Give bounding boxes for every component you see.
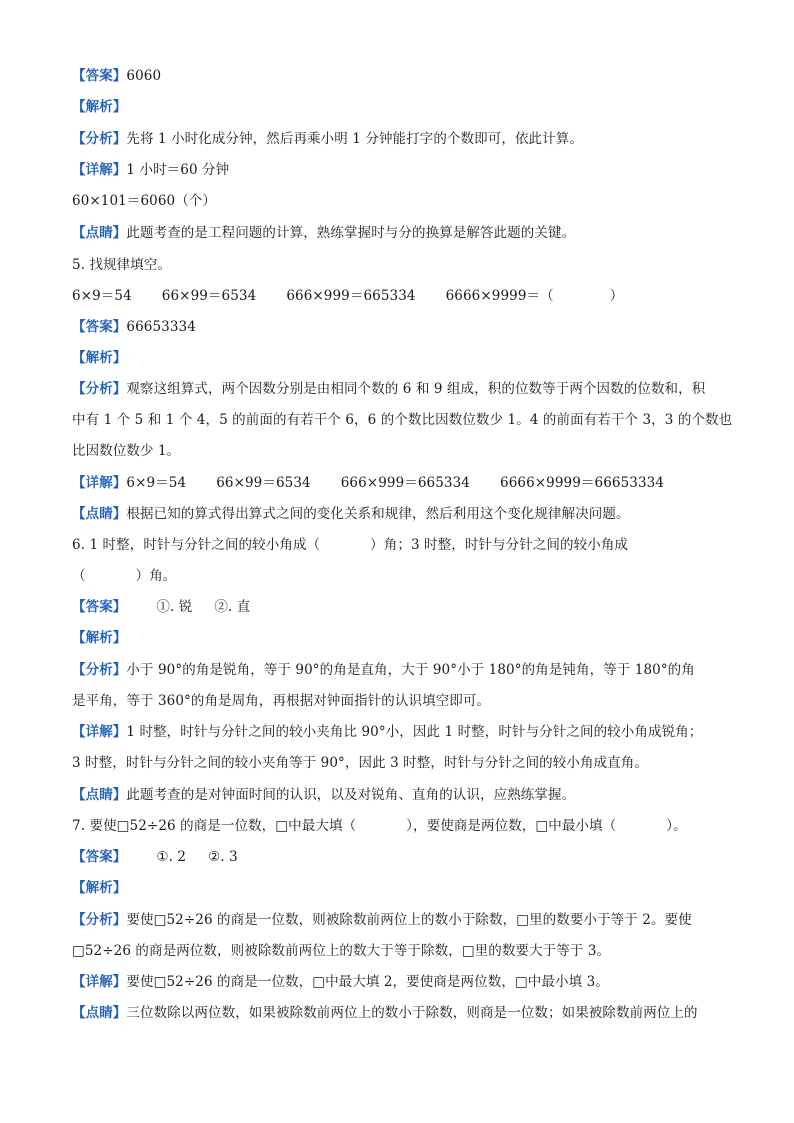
- q7-dianjing: 三位数除以两位数，如果被除数前两位上的数小于除数，则商是一位数；如果被除数前两位上的: [126, 1005, 698, 1021]
- q6-title-2: （: [72, 568, 86, 584]
- q6-answer-line: [72, 597, 250, 617]
- q5-fenxi-line-2: 中有 1 个 5 和 1 个 4，5 的前面的有若干个 6，6 的个数比因数位数少 1。4 的前面有若干个 3，3 的个数也: [72, 412, 733, 428]
- q5-xiangjie-line: [72, 473, 664, 493]
- q7-answer-1: ①. 2: [156, 849, 187, 865]
- q5-eq4-close: ）: [609, 288, 624, 304]
- dianjing-label: 【点睛】: [72, 1005, 127, 1021]
- analysis-label: 解析: [85, 99, 113, 115]
- answer-label: 【答案】: [72, 599, 127, 615]
- q6-xj-1: 1 时整，时针与分针之间的较小夹角比 90°小，因此 1 时整，时针与分针之间的较小角成锐角；: [126, 724, 703, 740]
- q6-title-1b: ）角；3 时整，时针与分针之间的较小角成: [370, 537, 629, 553]
- q7-title-1: 7. 要使□52÷26 的商是一位数，□中最大填（: [72, 818, 357, 834]
- q5-eq4: 6666×9999＝（: [445, 288, 554, 304]
- q7-analysis-heading: 【解析】: [72, 880, 127, 896]
- q4-answer-line: [72, 66, 161, 86]
- q7-dianjing-line: [72, 1003, 698, 1023]
- xiangjie-label: 【详解】: [72, 162, 127, 178]
- q6-title-1: 6. 1 时整，时针与分针之间的较小角成（: [72, 537, 321, 553]
- q6-dianjing: 此题考查的是对钟面时间的认识，以及对锐角、直角的认识，应熟练掌握。: [126, 787, 576, 803]
- fenxi-label: 【分析】: [72, 662, 127, 678]
- q5-equations: [72, 286, 623, 306]
- q6-fenxi-line-2: 是平角，等于 360°的角是周角，再根据对钟面指针的认识填空即可。: [72, 693, 491, 709]
- xiangjie-label: 【详解】: [72, 974, 127, 990]
- q4-analysis-heading: 【解析】: [72, 99, 127, 115]
- q5-xj2: 66×99＝6534: [216, 475, 311, 491]
- dianjing-label: 【点睛】: [72, 506, 127, 522]
- analysis-label: 解析: [85, 880, 113, 896]
- q4-xiangjie-line: [72, 160, 229, 180]
- q6-title-2b: ）角。: [135, 568, 177, 584]
- answer-label: 【答案】: [72, 319, 127, 335]
- answer-label: 【答案】: [72, 68, 127, 84]
- q6-fenxi-1: 小于 90°的角是锐角，等于 90°的角是直角，大于 90°小于 180°的角是钝角，等于 180°的角: [126, 662, 695, 678]
- answer-label: 【答案】: [72, 849, 127, 865]
- q5-eq1: 6×9＝54: [72, 288, 132, 304]
- q5-dianjing: 根据已知的算式得出算式之间的变化关系和规律，然后利用这个变化规律解决问题。: [126, 506, 630, 522]
- q7-answer-2: ②. 3: [208, 849, 238, 865]
- dianjing-label: 【点睛】: [72, 225, 127, 241]
- q4-xiangjie: 1 小时＝60 分钟: [126, 162, 230, 178]
- q5-eq3: 666×999＝665334: [286, 288, 416, 304]
- q6-title-line-2: [72, 566, 176, 586]
- q6-answer-2: ②. 直: [214, 599, 251, 615]
- q6-fenxi-line-1: [72, 660, 695, 680]
- dianjing-label: 【点睛】: [72, 787, 127, 803]
- q6-title-line-1: [72, 535, 628, 555]
- q4-answer: 6060: [126, 68, 162, 84]
- q6-answer-1: ①. 锐: [156, 599, 193, 615]
- q4-fenxi-line: [72, 129, 583, 149]
- q7-answer-line: [72, 847, 238, 867]
- q5-answer: 66653334: [126, 319, 196, 335]
- q6-xiangjie-line-1: [72, 722, 702, 742]
- q4-calc-line: 60×101＝6060（个）: [72, 193, 217, 209]
- q7-xiangjie-line: [72, 972, 609, 992]
- q5-fenxi-line-1: [72, 379, 705, 399]
- q6-dianjing-line: [72, 785, 575, 805]
- q5-xj4: 6666×9999＝66653334: [500, 475, 665, 491]
- fenxi-label: 【分析】: [72, 131, 127, 147]
- xiangjie-label: 【详解】: [72, 475, 127, 491]
- q7-fenxi-line-1: [72, 910, 692, 930]
- q4-fenxi: 先将 1 小时化成分钟，然后再乘小明 1 分钟能打字的个数即可，依此计算。: [126, 131, 583, 147]
- q7-xj: 要使□52÷26 的商是一位数，□中最大填 2，要使商是两位数，□中最小填 3。: [126, 974, 609, 990]
- q7-fenxi-1: 要使□52÷26 的商是一位数，则被除数前两位上的数小于除数，□里的数要小于等于 2。要使: [126, 912, 692, 928]
- q5-title: 5. 找规律填空。: [72, 257, 172, 273]
- q7-title-1c: ）。: [666, 818, 687, 834]
- q4-dianjing: 此题考查的是工程问题的计算，熟练掌握时与分的换算是解答此题的关键。: [126, 225, 576, 241]
- analysis-label: 解析: [85, 630, 113, 646]
- q5-xj3: 666×999＝665334: [340, 475, 470, 491]
- q5-analysis-heading: 【解析】: [72, 350, 127, 366]
- fenxi-label: 【分析】: [72, 912, 127, 928]
- xiangjie-label: 【详解】: [72, 724, 127, 740]
- q6-analysis-heading: 【解析】: [72, 630, 127, 646]
- q5-xj1: 6×9＝54: [126, 475, 187, 491]
- q5-dianjing-line: [72, 504, 630, 524]
- q4-dianjing-line: [72, 223, 575, 243]
- q5-fenxi-line-3: 比因数位数少 1。: [72, 443, 181, 459]
- q7-fenxi-line-2: □52÷26 的商是两位数，则被除数前两位上的数大于等于除数，□里的数要大于等于 3。: [72, 943, 611, 959]
- q5-eq2: 66×99＝6534: [161, 288, 257, 304]
- q5-fenxi-1: 观察这组算式，两个因数分别是由相同个数的 6 和 9 组成，积的位数等于两个因数的位数和，积: [126, 381, 706, 397]
- analysis-label: 解析: [85, 350, 113, 366]
- q7-title-1b: ），要使商是两位数，□中最小填（: [406, 818, 617, 834]
- q6-xiangjie-line-2: 3 时整，时针与分针之间的较小夹角等于 90°，因此 3 时整，时针与分针之间的较小角成直角。: [72, 755, 648, 771]
- fenxi-label: 【分析】: [72, 381, 127, 397]
- q5-answer-line: [72, 317, 196, 337]
- q7-title-line: [72, 816, 687, 836]
